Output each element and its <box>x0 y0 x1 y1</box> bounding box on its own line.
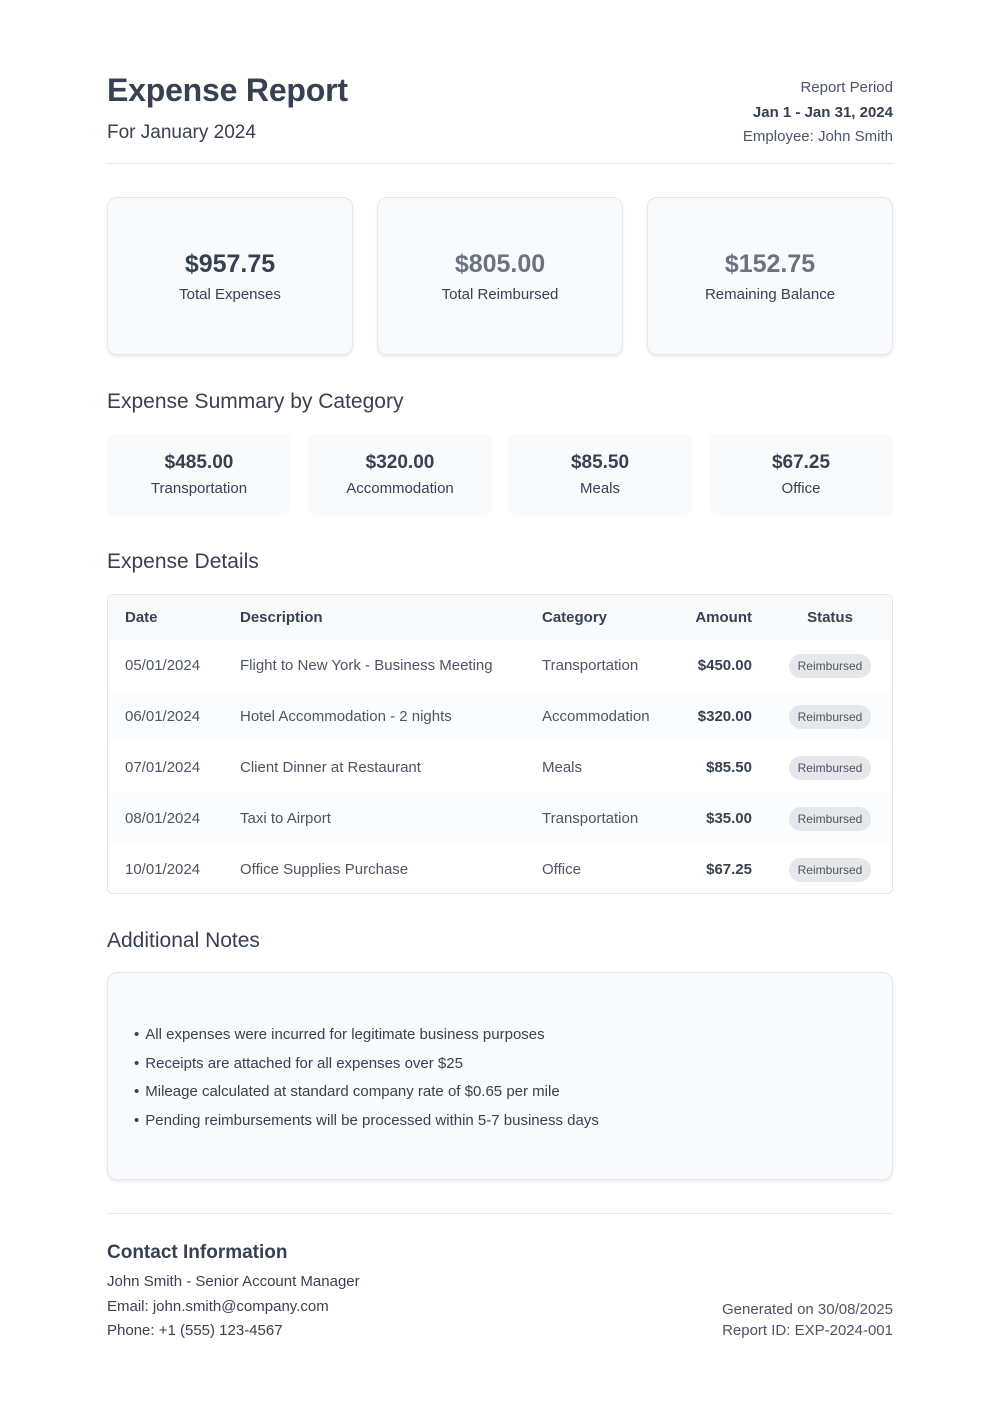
cell-date: 08/01/2024 <box>125 810 201 827</box>
list-item: • Receipts are attached for all expenses over $25 <box>134 1050 599 1079</box>
category-summary <box>107 434 893 516</box>
column-header-date: Date <box>125 609 158 626</box>
employee-name: Employee: John Smith <box>742 128 893 145</box>
cell-category: Office <box>542 861 581 878</box>
contact-name: John Smith - Senior Account Manager <box>107 1273 360 1290</box>
table-row <box>108 640 892 691</box>
contact-details <box>107 1270 360 1344</box>
summary-card-total-expenses <box>107 197 353 355</box>
status-badge: Reimbursed <box>789 858 872 882</box>
list-item: • Mileage calculated at standard company rate of $0.65 per mile <box>134 1078 599 1107</box>
cell-date: 06/01/2024 <box>125 708 201 725</box>
category-box-transportation <box>107 434 291 516</box>
report-period-dates: Jan 1 - Jan 31, 2024 <box>752 103 893 121</box>
category-box-office <box>709 434 893 516</box>
category-section-title: Expense Summary by Category <box>107 390 404 413</box>
cell-status <box>788 640 872 691</box>
category-label: Meals <box>579 480 620 497</box>
category-amount: $85.50 <box>570 452 630 473</box>
cell-status <box>788 793 872 844</box>
table-row <box>108 844 892 894</box>
status-badge: Reimbursed <box>789 705 872 729</box>
page-title: Expense Report <box>107 72 348 108</box>
additional-notes-box <box>107 972 893 1180</box>
cell-description: Office Supplies Purchase <box>240 861 409 878</box>
report-period-label: Report Period <box>800 79 893 96</box>
cell-amount: $450.00 <box>697 657 752 674</box>
summary-cards <box>107 197 893 355</box>
report-footer <box>107 1213 893 1353</box>
details-section-title: Expense Details <box>107 550 259 573</box>
column-header-description: Description <box>240 609 323 626</box>
cell-status <box>788 844 872 894</box>
notes-section-title: Additional Notes <box>107 929 260 952</box>
report-period-block <box>743 76 893 150</box>
category-label: Accommodation <box>346 480 454 497</box>
cell-status <box>788 691 872 742</box>
cell-description: Taxi to Airport <box>240 810 331 827</box>
cell-amount: $85.50 <box>706 759 752 776</box>
table-row <box>108 691 892 742</box>
category-box-meals <box>508 434 692 516</box>
report-header <box>107 72 893 164</box>
category-amount: $67.25 <box>771 452 831 473</box>
cell-category: Transportation <box>542 657 639 674</box>
table-header <box>108 595 892 640</box>
cell-amount: $35.00 <box>706 810 752 827</box>
cell-date: 07/01/2024 <box>125 759 201 776</box>
category-amount: $320.00 <box>365 452 435 473</box>
cell-category: Transportation <box>542 810 639 827</box>
summary-amount: $957.75 <box>184 250 276 278</box>
generation-info <box>722 1299 893 1341</box>
contact-title: Contact Information <box>107 1242 288 1263</box>
list-item: • Pending reimbursements will be processed within 5-7 business days <box>134 1107 599 1136</box>
category-amount: $485.00 <box>164 452 234 473</box>
table-row <box>108 742 892 793</box>
cell-description: Client Dinner at Restaurant <box>240 759 421 776</box>
column-header-status: Status <box>807 609 853 626</box>
cell-description: Flight to New York - Business Meeting <box>240 657 493 674</box>
cell-date: 05/01/2024 <box>125 657 201 674</box>
table-row <box>108 793 892 844</box>
category-label: Transportation <box>150 480 248 497</box>
category-box-accommodation <box>308 434 492 516</box>
expense-details-table <box>107 594 893 894</box>
report-id: Report ID: EXP-2024-001 <box>722 1322 893 1339</box>
summary-amount: $152.75 <box>724 250 816 278</box>
contact-email: Email: john.smith@company.com <box>107 1297 329 1315</box>
cell-amount: $67.25 <box>706 861 752 878</box>
cell-status <box>788 742 872 793</box>
category-label: Office <box>781 480 821 497</box>
summary-amount: $805.00 <box>454 250 546 278</box>
list-item: • All expenses were incurred for legitimate business purposes <box>134 1021 599 1050</box>
page-subtitle: For January 2024 <box>107 122 256 143</box>
summary-label: Total Expenses <box>179 286 281 303</box>
summary-card-total-reimbursed <box>377 197 623 355</box>
column-header-category: Category <box>542 609 608 626</box>
summary-label: Total Reimbursed <box>441 286 559 303</box>
status-badge: Reimbursed <box>789 807 872 831</box>
notes-list <box>134 1021 599 1136</box>
summary-label: Remaining Balance <box>704 286 836 303</box>
cell-amount: $320.00 <box>697 708 752 725</box>
cell-date: 10/01/2024 <box>125 861 201 878</box>
cell-description: Hotel Accommodation - 2 nights <box>240 708 452 725</box>
column-header-amount: Amount <box>695 609 752 626</box>
cell-category: Meals <box>542 759 583 776</box>
status-badge: Reimbursed <box>789 756 872 780</box>
generated-date: Generated on 30/08/2025 <box>722 1301 893 1318</box>
status-badge: Reimbursed <box>789 654 872 678</box>
summary-card-remaining-balance <box>647 197 893 355</box>
contact-phone: Phone: +1 (555) 123-4567 <box>107 1322 283 1339</box>
cell-category: Accommodation <box>542 708 650 725</box>
